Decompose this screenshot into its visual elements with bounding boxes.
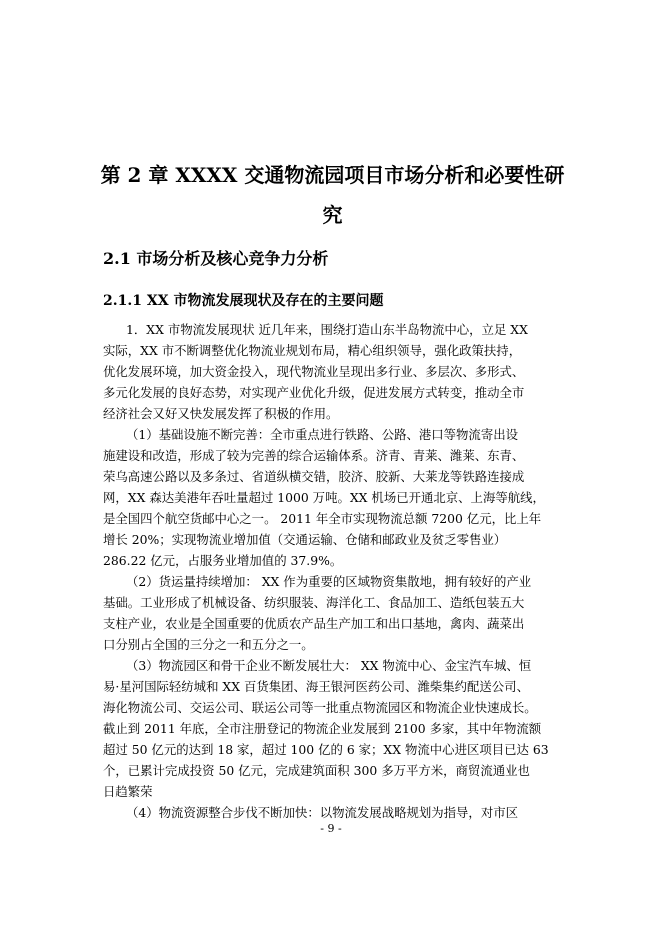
body-line: 是全国四个航空货邮中心之一。 2011 年全市实现物流总额 7200 亿元，比上年 <box>103 511 542 526</box>
body-line: 截止到 2011 年底，全市注册登记的物流企业发展到 2100 多家，其中年物流额 <box>103 721 542 736</box>
body-line: 实际，XX 市不断调整优化物流业规划布局，精心组织领导，强化政策扶持， <box>103 343 522 358</box>
body-line: 1．XX 市物流发展现状 近几年来，围绕打造山东半岛物流中心，立足 XX <box>126 322 528 337</box>
body-line: 荣乌高速公路以及多条过、省道纵横交错，胶济、胶新、大莱龙等铁路连接成 <box>103 469 525 484</box>
body-line: （1）基础设施不断完善：全市重点进行铁路、公路、港口等物流寄出设 <box>126 427 518 442</box>
body-line: （4）物流资源整合步伐不断加快：以物流发展战略规划为指导，对市区 <box>126 805 518 820</box>
chapter-title-line-2: 究 <box>322 203 343 227</box>
chapter-title-line-1: 第 2 章 XXXX 交通物流园项目市场分析和必要性研 <box>100 163 565 187</box>
body-line: 支柱产业，农业是全国重要的优质农产品生产加工和出口基地，禽肉、蔬菜出 <box>103 616 525 631</box>
body-line: （2）货运量持续增加： XX 作为重要的区域物资集散地，拥有较好的产业 <box>126 574 532 589</box>
body-line: 超过 50 亿元的达到 18 家，超过 100 亿的 6 家；XX 物流中心进区项目已达 63 <box>103 742 549 757</box>
section-heading-2-1: 2.1 市场分析及核心竞争力分析 <box>103 249 329 268</box>
body-line: 施建设和改造，形成了较为完善的综合运输体系。济青、青莱、潍莱、东青、 <box>103 448 525 463</box>
body-line: 多元化发展的良好态势，对实现产业优化升级，促进发展方式转变，推动全市 <box>103 385 525 400</box>
body-line: 优化发展环境，加大资金投入，现代物流业呈现出多行业、多层次、多形式、 <box>103 364 525 379</box>
body-line: （3）物流园区和骨干企业不断发展壮大： XX 物流中心、金宝汽车城、恒 <box>126 658 532 673</box>
body-line: 网，XX 森达美港年吞吐量超过 1000 万吨。XX 机场已开通北京、上海等航线， <box>103 490 545 505</box>
body-line: 日趋繁荣 <box>103 784 153 799</box>
body-line: 易·星河国际轻纺城和 XX 百货集团、海王银河医药公司、潍柴集约配送公司、 <box>103 679 529 694</box>
body-line: 海化物流公司、交运公司、联运公司等一批重点物流园区和物流企业快速成长。 <box>103 700 537 715</box>
body-line: 个，已累计完成投资 50 亿元，完成建筑面积 300 多万平方米，商贸流通业也 <box>103 763 530 778</box>
section-heading-2-1-1: 2.1.1 XX 市物流发展现状及存在的主要问题 <box>103 293 384 309</box>
body-line: 基础。工业形成了机械设备、纺织服装、海洋化工、食品加工、造纸包装五大 <box>103 595 525 610</box>
body-line: 经济社会又好又快发展发挥了积极的作用。 <box>103 406 339 421</box>
body-line: 增长 20%；实现物流业增加值（交通运输、仓储和邮政业及贫乏零售业） <box>103 532 507 547</box>
body-line: 口分别占全国的三分之一和五分之一。 <box>103 637 314 652</box>
body-line: 286.22 亿元，占服务业增加值的 37.9%。 <box>103 553 343 568</box>
page-number: - 9 - <box>320 822 342 835</box>
